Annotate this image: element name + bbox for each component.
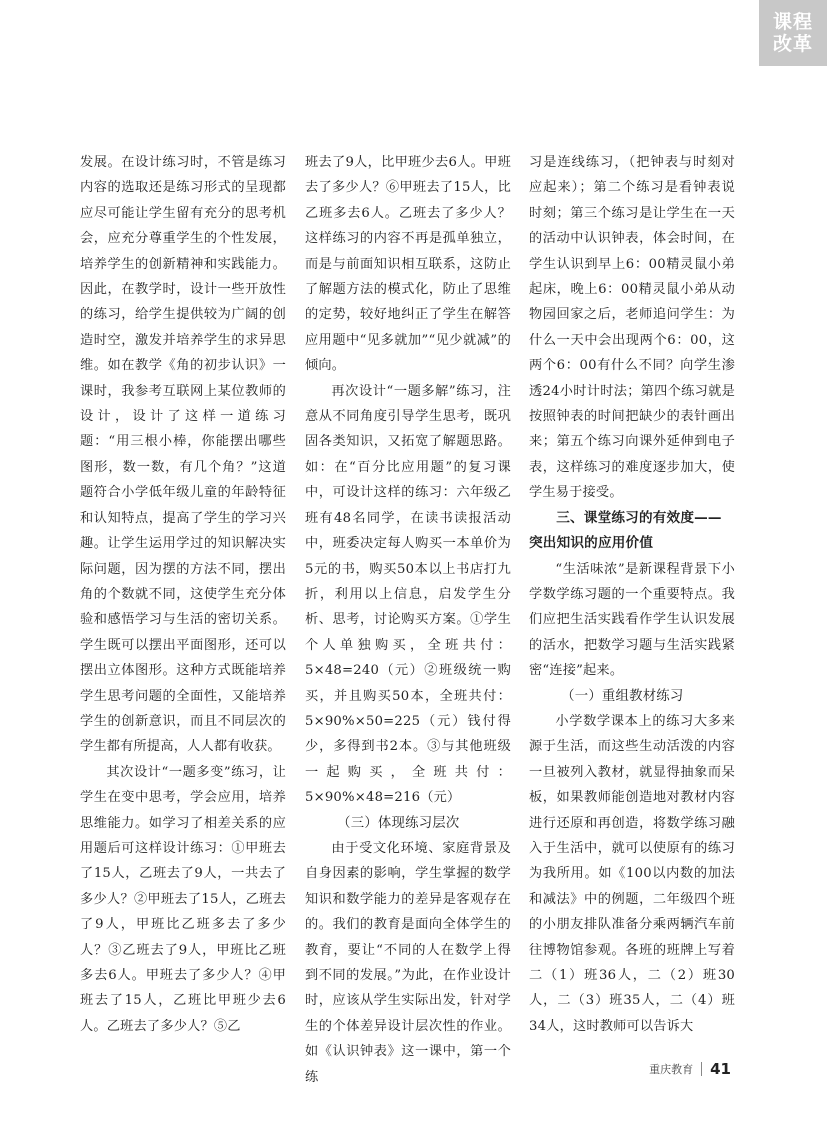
paragraph: 习是连线练习，（把钟表与时刻对应起来）；第二个练习是看钟表说时刻；第三个练习是让学生在一天的活动中认识钟表，体会时间，在学生认识到早上6：00精灵鼠小弟起床，晚上6：00精灵鼠小弟从动物园回家之后，老师追问学生：为什么一天中会出现两个6：00，这两个6：00有什么不同？向学生渗透24小时计时法；第四个练习就是按照钟表的时间把缺少的表针画出来；第五个练习向课外延伸到电子表，这样练习的难度逐步加大，使学生易于接受。 xyxy=(529,155,735,501)
paragraph: 班去了9人，比甲班少去6人。甲班去了多少人？⑥甲班去了15人，比乙班多去6人。乙班去了多少人？这样练习的内容不再是孤单独立，而是与前面知识相互联系，这防止了解题方法的模式化，防止了思维的定势，较好地纠正了学生在解答应用题中“见多就加”“见少就减”的倾向。 xyxy=(305,155,511,374)
section-tag-line2: 改革 xyxy=(772,33,813,55)
subsection-heading: （三）体现练习层次 xyxy=(337,815,460,831)
section-heading-line2: 突出知识的应用价值 xyxy=(529,535,654,552)
page-number: 41 xyxy=(710,1060,731,1078)
paragraph: 其次设计“一题多变”练习，让学生在变中思考，学会应用，培养思维能力。如学习了相差关系的应用题后可这样设计练习：①甲班去了15人，乙班去了9人，一共去了多少人？②甲班去了15人，乙班去了9人，甲班比乙班多去了多少人？③乙班去了9人，甲班比乙班多去6人。甲班去了多少人？④甲班去了15人，乙班比甲班少去6人。乙班去了多少人？⑤乙 xyxy=(80,764,286,1034)
paragraph: 小学数学课本上的练习大多来源于生活，而这些生动活泼的内容一旦被列入教材，就显得抽象而呆板，如果教师能创造地对教材内容进行还原和再创造，将数学练习融入于生活中，就可以使原有的练习为我所用。如《100以内数的加法和减法》中的例题，二年级四个班的小朋友排队准备分乘两辆汽车前往博物馆参观。各班的班牌上写着二（1）班36人，二（2）班30人，二（3）班35人，二（4）班34人，这时教师可以告诉大 xyxy=(529,713,735,1034)
footer-divider xyxy=(701,1062,702,1076)
paragraph: 再次设计“一题多解”练习，注意从不同角度引导学生思考，既巩固各类知识，又拓宽了解题思路。如：在“百分比应用题”的复习课中，可设计这样的练习：六年级乙班有48名同学，在读书读报活动中，班委决定每人购买一本单价为5元的书，购买50本以上书店打九折，利用以上信息，启发学生分析、思考，讨论购买方案。①学生个人单独购买，全班共付：5×48=240（元）②班级统一购买，并且购买50本，全班共付：5×90%×50=225（元）钱付得少，多得到书2本。③与其他班级一起购买，全班共付：5×90%×48=216（元） xyxy=(305,383,511,806)
text-column-1 xyxy=(80,150,286,1039)
paragraph: 发展。在设计练习时，不管是练习内容的选取还是练习形式的呈现都应尽可能让学生留有充分的思考机会，应充分尊重学生的个性发展，培养学生的创新精神和实践能力。因此，在教学时，设计一些开放性的练习，给学生提供较为广阔的创造时空，激发并培养学生的求异思维。如在教学《角的初步认识》一课时，我参考互联网上某位教师的设计，设计了这样一道练习题：“用三根小棒，你能摆出哪些图形，数一数，有几个角？”这道题符合小学低年级儿童的年龄特征和认知特点，提高了学生的学习兴趣。让学生运用学过的知识解决实际问题，因为摆的方法不同，摆出角的个数就不同，这使学生充分体验和感悟学习与生活的密切关系。学生既可以摆出平面图形，还可以摆出立体图形。这种方式既能培养学生思考问题的全面性，又能培养学生的创新意识，而且不同层次的学生都有所提高，人人都有收获。 xyxy=(80,155,286,755)
subsection-heading: （一）重组教材练习 xyxy=(561,688,684,704)
paragraph: “生活味浓”是新课程背景下小学数学练习题的一个重要特点。我们应把生活实践看作学生认识发展的活水，把数学习题与生活实践紧密“连接”起来。 xyxy=(529,561,735,679)
section-tag-line1: 课程 xyxy=(772,11,813,33)
text-column-3 xyxy=(529,150,735,1039)
page-footer xyxy=(649,1060,731,1078)
paragraph: 由于受文化环境、家庭背景及自身因素的影响，学生掌握的数学知识和数学能力的差异是客观存在的。我们的教育是面向全体学生的教育，要让“不同的人在数学上得到不同的发展。”为此，在作业设计时，应该从学生实际出发，针对学生的个体差异设计层次性的作业。如《认识钟表》这一课中，第一个练 xyxy=(305,840,511,1085)
section-tag xyxy=(759,0,827,66)
text-column-2 xyxy=(305,150,511,1090)
section-heading-line1: 三、课堂练习的有效度—— xyxy=(556,509,722,526)
journal-name: 重庆教育 xyxy=(649,1063,694,1076)
